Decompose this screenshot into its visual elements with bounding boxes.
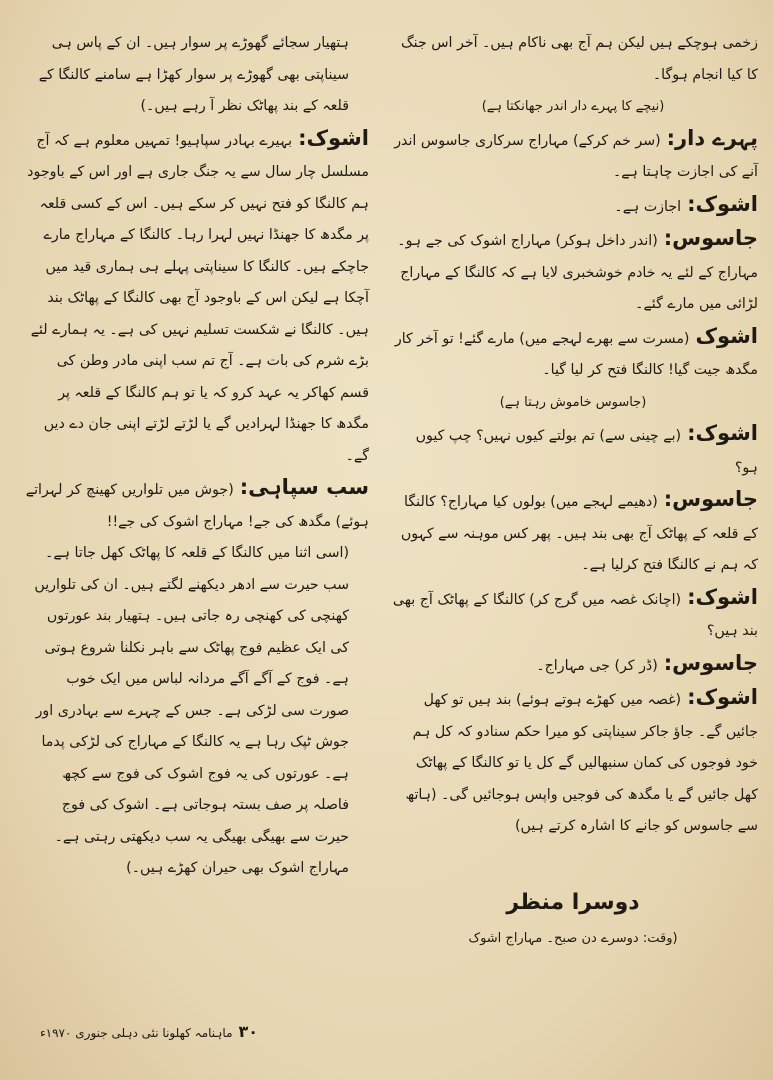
dialogue: اشوک:(اچانک غصہ میں گرج کر) کالنگا کے پھاٹک آج بھی بند ہیں؟ <box>392 584 758 639</box>
speaker-name: اشوک: <box>687 584 758 609</box>
scene-title: دوسرا منظر <box>506 889 640 915</box>
dialogue: اشوک(مسرت سے بھرے لہجے میں) مارے گئے! تو آخر کار مگدھ جیت گیا! کالنگا فتح کر لیا گیا۔ <box>394 323 758 378</box>
dialogue: پہرے دار:(سر خم کرکے) مہاراج سرکاری جاسوس اندر آنے کی اجازت چاہتا ہے۔ <box>394 125 758 180</box>
dialogue: سب سپاہی:(جوش میں تلواریں کھینچ کر لہراتے ہوئے) مگدھ کی جے! مہاراج اشوک کی جے!! <box>25 475 369 530</box>
paragraph: زخمی ہوچکے ہیں لیکن ہم آج بھی ناکام ہیں۔ آخر اس جنگ کا کیا انجام ہوگا۔ <box>400 35 758 83</box>
dialogue: جاسوس:(دھیمے لہجے میں) بولوں کیا مہاراج؟ کالنگا کے قلعہ کے پھاٹک آج بھی بند ہیں۔ پھر کس موہنہ سے کہوں کہ ہم نے کالنگا فتح کرلیا ہے۔ <box>400 487 758 573</box>
speaker-name: سب سپاہی: <box>239 475 369 499</box>
scene-time: (وقت: دوسرے دن صبح۔ مہاراج اشوک <box>468 930 678 946</box>
speaker-name: جاسوس: <box>663 650 758 675</box>
right-column <box>388 28 758 954</box>
speaker-name: اشوک: <box>298 125 369 150</box>
dialogue: اشوک:بہیرے بہادر سپاہیو! تمہیں معلوم ہے کہ آج مسلسل چار سال سے یہ جنگ جاری ہے اور اس کے باوجود ہم کالنگا کو فتح نہیں کر سکے ہیں۔ اس کے کسی قلعہ پر مگدھ کا جھنڈا نہیں لہرا رہا۔ کالنگا کے مہاراج مارے جاچکے ہیں۔ کالنگا کا سیناپتی پہلے ہی ہماری قید میں آچکا ہے لیکن اس کے باوجود آج بھی کالنگا کے پھاٹک بند ہیں۔ کالنگا نے شکست تسلیم نہیں کی ہے۔ یہ ہمارے لئے بڑے شرم کی بات ہے۔ آج تم سب اپنی مادر وطن کی قسم کھاکر یہ عہد کرو کہ یا تو ہم کالنگا کے قلعہ پر مگدھ کا جھنڈا لہرادیں گے یا لڑتے لڑتے اپنی جان دے دیں گے۔ <box>27 125 369 464</box>
stage-direction: (جاسوس خاموش رہتا ہے) <box>499 394 647 410</box>
page-footer <box>40 1022 258 1043</box>
paragraph: ہتھیار سجائے گھوڑے پر سوار ہیں۔ ان کے پاس ہی سیناپتی بھی گھوڑے پر سوار کھڑا ہے سامنے کالنگا کے قلعہ کے بند پھاٹک نظر آ رہے ہیں۔) <box>38 35 349 114</box>
speaker-name: اشوک: <box>687 191 758 216</box>
page-number: ۳۰ <box>238 1022 259 1041</box>
dialogue: جاسوس:(اندر داخل ہوکر) مہاراج اشوک کی جے ہو۔ مہاراج کے لئے یہ خادم خوشخبری لایا ہے کہ کالنگا کے مہاراج لڑائی میں مارے گئے۔ <box>397 226 758 312</box>
publication-info: ماہنامہ کھلونا نئی دہلی جنوری ۱۹۷۰ء <box>40 1026 233 1040</box>
dialogue: اشوک:اجازت ہے۔ <box>614 191 758 216</box>
left-column <box>24 28 369 885</box>
speaker-name: اشوک: <box>687 421 758 445</box>
speaker-name: پہرے دار: <box>666 125 758 150</box>
speaker-name: جاسوس: <box>663 226 758 250</box>
stage-direction: (نیچے کا پہرے دار اندر جھانکتا ہے) <box>481 99 665 114</box>
dialogue: اشوک:(بے چینی سے) تم بولتے کیوں نہیں؟ چپ کیوں ہو؟ <box>415 421 758 476</box>
speaker-name: اشوک: <box>687 685 758 709</box>
speaker-name: جاسوس: <box>663 487 758 511</box>
dialogue: جاسوس:(ڈر کر) جی مہاراج۔ <box>536 650 758 675</box>
dialogue: اشوک:(غصہ میں کھڑے ہوتے ہوئے) بند ہیں تو کھل جائیں گے۔ جاؤ جاکر سیناپتی کو میرا حکم سنادو کہ کل ہم خود فوجوں کی کمان سنبھالیں گے کل یا تو کالنگا کے پھاٹک کھل جائیں گے یا مگدھ کی فوجیں واپس ہوجائیں گی۔ (ہاتھ سے جاسوس کو جانے کا اشارہ کرتے ہیں) <box>405 685 758 834</box>
stage-direction: (اسی اثنا میں کالنگا کے قلعہ کا پھاٹک کھل جاتا ہے۔ سب حیرت سے ادھر دیکھنے لگتے ہیں۔ ان کی تلواریں کھنچی کی کھنچی رہ جاتی ہیں۔ ہتھیار بند عورتوں کی ایک عظیم فوج پھاٹک سے باہر نکلنا شروع ہوتی ہے۔ فوج کے آگے آگے مردانہ لباس میں ایک خوب صورت سی لڑکی ہے۔ جس کے چہرے سے بہادری اور جوش ٹپک رہا ہے یہ کالنگا کے مہاراج کی لڑکی پدما ہے۔ عورتوں کی یہ فوج اشوک کی فوج سے کچھ فاصلہ پر صف بستہ ہوجاتی ہے۔ اشوک کی فوج حیرت سے بھیگی بھیگی یہ سب دیکھتی رہتی ہے۔ مہاراج اشوک بھی حیران کھڑے ہیں۔) <box>34 545 349 876</box>
speaker-name: اشوک <box>695 323 758 348</box>
